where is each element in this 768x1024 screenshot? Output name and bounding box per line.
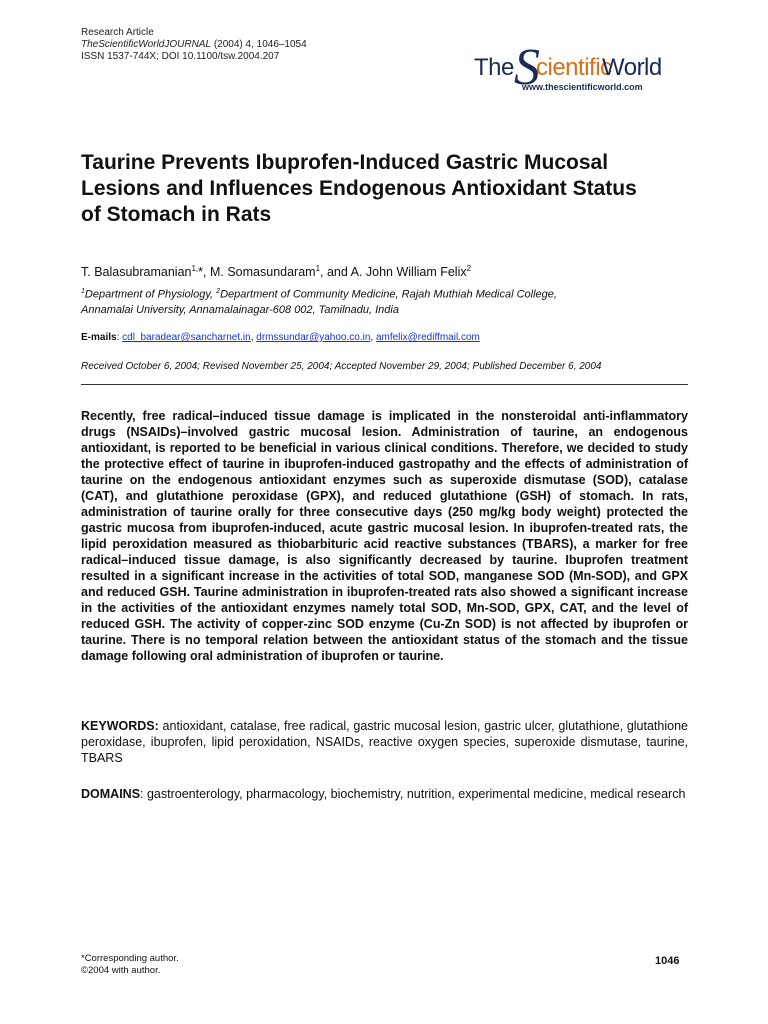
paper-title: Taurine Prevents Ibuprofen-Induced Gastric Mucosal Lesions and Influences Endogenous Antioxidant Status of Stomach in Rats bbox=[81, 151, 637, 226]
email-link-1[interactable]: cdl_baradear@sancharnet.in bbox=[122, 332, 251, 343]
footnote bbox=[81, 953, 179, 977]
page-number: 1046 bbox=[655, 955, 680, 967]
journal-citation bbox=[81, 39, 307, 51]
author-1-affil: 1, bbox=[191, 264, 199, 273]
logo-cientific: cientific bbox=[536, 54, 612, 81]
keywords bbox=[81, 718, 688, 766]
logo-world: World bbox=[602, 54, 662, 81]
email-sep: : bbox=[116, 332, 123, 343]
domains-label: DOMAINS bbox=[81, 787, 141, 801]
journal-name: TheScientificWorldJOURNAL bbox=[81, 39, 212, 50]
affil-dept-2: Department of Community Medicine, Rajah Muthiah Medical College, Annamalai University, Annamalainagar-608 002, Tamilnadu, India bbox=[81, 288, 557, 316]
author-2-affil: 1 bbox=[315, 264, 321, 273]
article-type: Research Article bbox=[81, 27, 154, 38]
email-line bbox=[81, 332, 480, 343]
author-2: , M. Somasundaram bbox=[203, 265, 316, 280]
email-link-3[interactable]: amfelix@rediffmail.com bbox=[375, 332, 480, 343]
author-1: T. Balasubramanian bbox=[81, 265, 192, 280]
header-divider bbox=[81, 384, 688, 385]
email-link-2[interactable]: drmssundar@yahoo.co.in bbox=[256, 332, 371, 343]
logo-url: www.thescientificworld.com bbox=[522, 82, 643, 92]
abstract: Recently, free radical–induced tissue damage is implicated in the nonsteroidal anti-inflammatory drugs (NSAIDs)–involved gastric mucosal lesion. Administration of taurine, an endogenous antioxidant, is reported to be beneficial in various clinical conditions. Therefore, we decided to study the protective effect of taurine in ibuprofen-induced gastropathy and the effects of administration of taurine on the endogenous antioxidant enzymes such as superoxide dismutase (SOD), catalase (CAT), and glutathione peroxidase (GPX), and reduced glutathione (GSH) of stomach. In rats, administration of taurine orally for three consecutive days (250 mg/kg body weight) protected the gastric mucosa from ibuprofen-induced, acute gastric mucosal lesion. In ibuprofen-treated rats, the lipid peroxidation measured as thiobarbituric acid reactive substances (TBARS), a marker for free radical–induced tissue damage, is also significantly decreased by taurine. Ibuprofen treatment resulted in a significant increase in the activities of total SOD, manganese SOD (Mn-SOD), and GPX and reduced GSH. Taurine administration in ibuprofen-treated rats also showed a significant increase in the activities of the antioxidant enzymes namely total SOD, Mn-SOD, GPX, CAT, and the level of reduced GSH. The activity of copper-zinc SOD enzyme (Cu-Zn SOD) is not affected by ibuprofen or taurine. There is no temporal relation between the antioxidant status of the stomach and the tissue damage following oral administration of ibuprofen or taurine. bbox=[81, 409, 688, 663]
domains-text: : gastroenterology, pharmacology, biochemistry, nutrition, experimental medicine, medical research bbox=[140, 787, 686, 801]
domains bbox=[81, 786, 688, 802]
volume-info: (2004) 4, 1046–1054 bbox=[211, 39, 307, 50]
keywords-text: antioxidant, catalase, free radical, gastric mucosal lesion, gastric ulcer, glutathione, glutathione peroxidase, ibuprofen, lipid peroxidation, NSAIDs, reactive oxygen species, superoxide dismutase, taurine, TBARS bbox=[81, 719, 688, 765]
logo-s: S bbox=[514, 39, 540, 96]
affil-sup-2: 2 bbox=[216, 288, 221, 295]
affil-sup-1: 1 bbox=[81, 288, 85, 295]
corresponding-mark: * bbox=[198, 265, 204, 280]
email-comma-1: , bbox=[250, 332, 257, 343]
email-label: E-mails bbox=[81, 332, 117, 343]
author-3: , and A. John William Felix bbox=[320, 265, 467, 280]
corresponding-note: *Corresponding author. bbox=[81, 953, 179, 964]
affil-dept-1: Department of Physiology, bbox=[84, 288, 217, 301]
email-comma-2: , bbox=[370, 332, 376, 343]
affiliations bbox=[81, 284, 601, 318]
journal-header bbox=[81, 27, 307, 63]
scientific-world-logo bbox=[474, 39, 674, 99]
copyright-note: ©2004 with author. bbox=[81, 965, 161, 976]
publication-dates: Received October 6, 2004; Revised November 25, 2004; Accepted November 29, 2004; Published December 6, 2004 bbox=[81, 361, 602, 372]
author-3-affil: 2 bbox=[466, 264, 472, 273]
logo-the: The bbox=[474, 54, 514, 81]
issn-doi: ISSN 1537-744X; DOI 10.1100/tsw.2004.207 bbox=[81, 51, 280, 62]
keywords-label: KEYWORDS: bbox=[81, 719, 159, 733]
author-list bbox=[81, 264, 471, 279]
